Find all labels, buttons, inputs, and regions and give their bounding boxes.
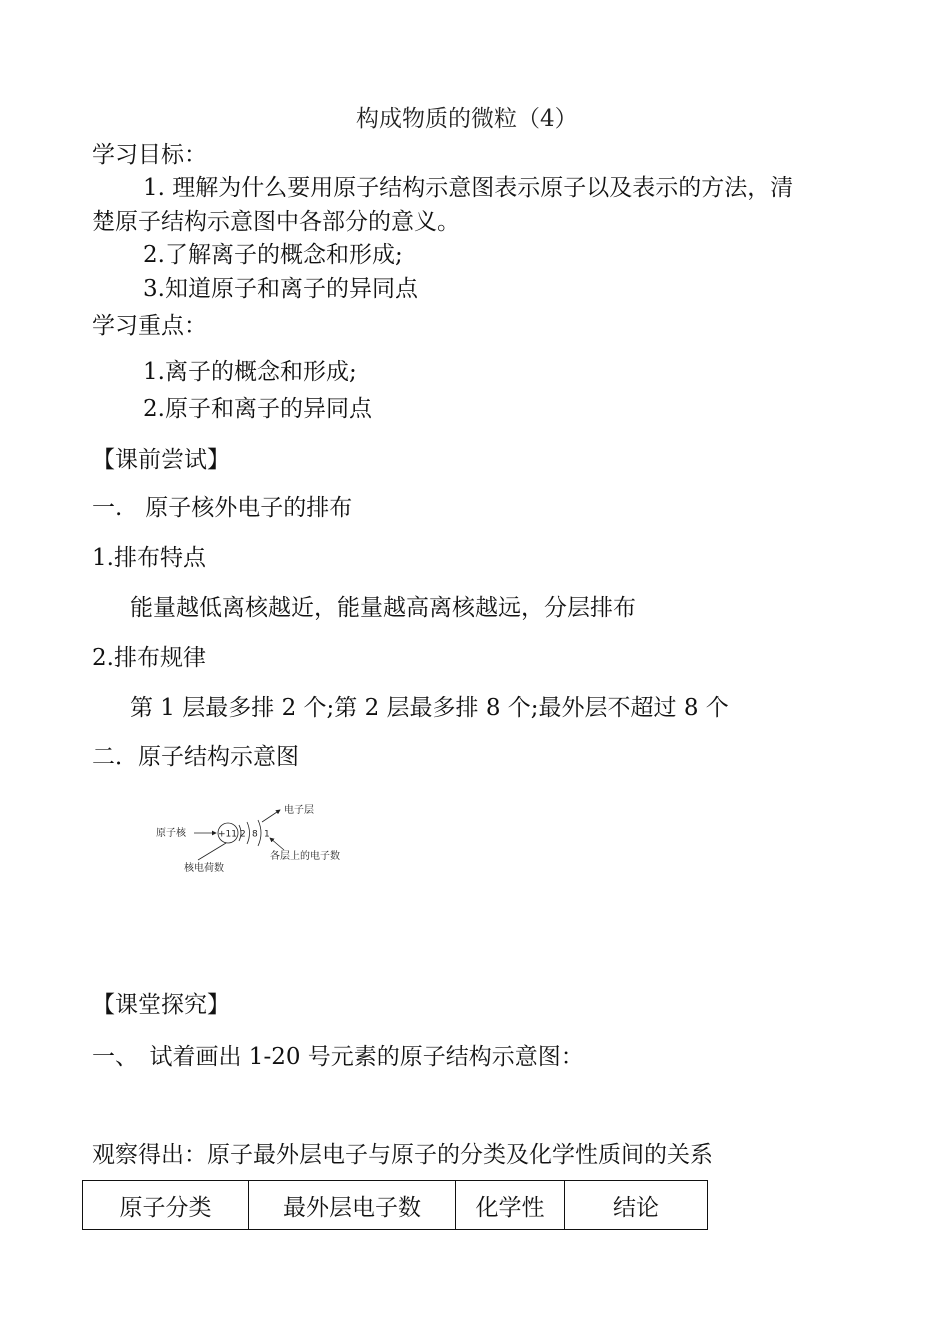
nucleus-charge: +11 (218, 829, 237, 840)
arrangement-rules-heading: 2.排布规律 (92, 645, 206, 671)
charge-line (198, 843, 226, 860)
arrangement-rules-text: 第 1 层最多排 2 个;第 2 层最多排 8 个;最外层不超过 8 个 (130, 695, 729, 721)
section-structure-diagram: 二．原子结构示意图 (92, 744, 299, 770)
objective-item-1-line1: 1. 理解为什么要用原子结构示意图表示原子以及表示的方法，清 (143, 175, 794, 201)
table-header-conclusion: 结论 (565, 1181, 708, 1230)
key-point-item-1: 1.离子的概念和形成; (143, 359, 357, 385)
objective-item-1-line2: 楚原子结构示意图中各部分的意义。 (92, 209, 460, 235)
nucleus-label: 原子核 (156, 828, 186, 839)
arrangement-features-heading: 1.排布特点 (92, 545, 206, 571)
shell-1-count: 2 (240, 829, 246, 840)
key-points-heading: 学习重点： (92, 313, 207, 339)
in-class-heading: 【课堂探究】 (92, 992, 230, 1018)
key-point-item-2: 2.原子和离子的异同点 (143, 396, 372, 422)
table-header-outer-electrons: 最外层电子数 (249, 1181, 456, 1230)
pre-class-heading: 【课前尝试】 (92, 447, 230, 473)
objectives-heading: 学习目标： (92, 142, 207, 168)
relationship-table (82, 1180, 708, 1230)
charge-label: 核电荷数 (184, 863, 224, 874)
section-electron-arrangement: 一. 原子核外电子的排布 (92, 495, 353, 521)
section-draw-diagrams: 一、 试着画出 1-20 号元素的原子结构示意图： (92, 1044, 584, 1070)
atomic-structure-diagram (150, 798, 370, 880)
shell-arc-3 (258, 820, 261, 846)
page-title: 构成物质的微粒（4） (356, 106, 578, 132)
shell-label: 电子层 (284, 805, 314, 816)
observation-text: 观察得出：原子最外层电子与原子的分类及化学性质间的关系 (92, 1142, 713, 1168)
shell-2-count: 8 (252, 829, 258, 840)
electrons-arrow (270, 838, 284, 850)
table-header-atom-class: 原子分类 (83, 1181, 249, 1230)
objective-item-3: 3.知道原子和离子的异同点 (143, 276, 418, 302)
table-header-chemical-property: 化学性 (456, 1181, 565, 1230)
table-header-row (83, 1181, 708, 1230)
shell-3-count: 1 (264, 829, 270, 840)
objective-item-2: 2.了解离子的概念和形成; (143, 242, 403, 268)
shell-arrow (262, 810, 280, 822)
electrons-label: 各层上的电子数 (270, 851, 340, 862)
arrangement-features-text: 能量越低离核越近，能量越高离核越远，分层排布 (130, 595, 636, 621)
shell-arc-2 (247, 822, 250, 844)
